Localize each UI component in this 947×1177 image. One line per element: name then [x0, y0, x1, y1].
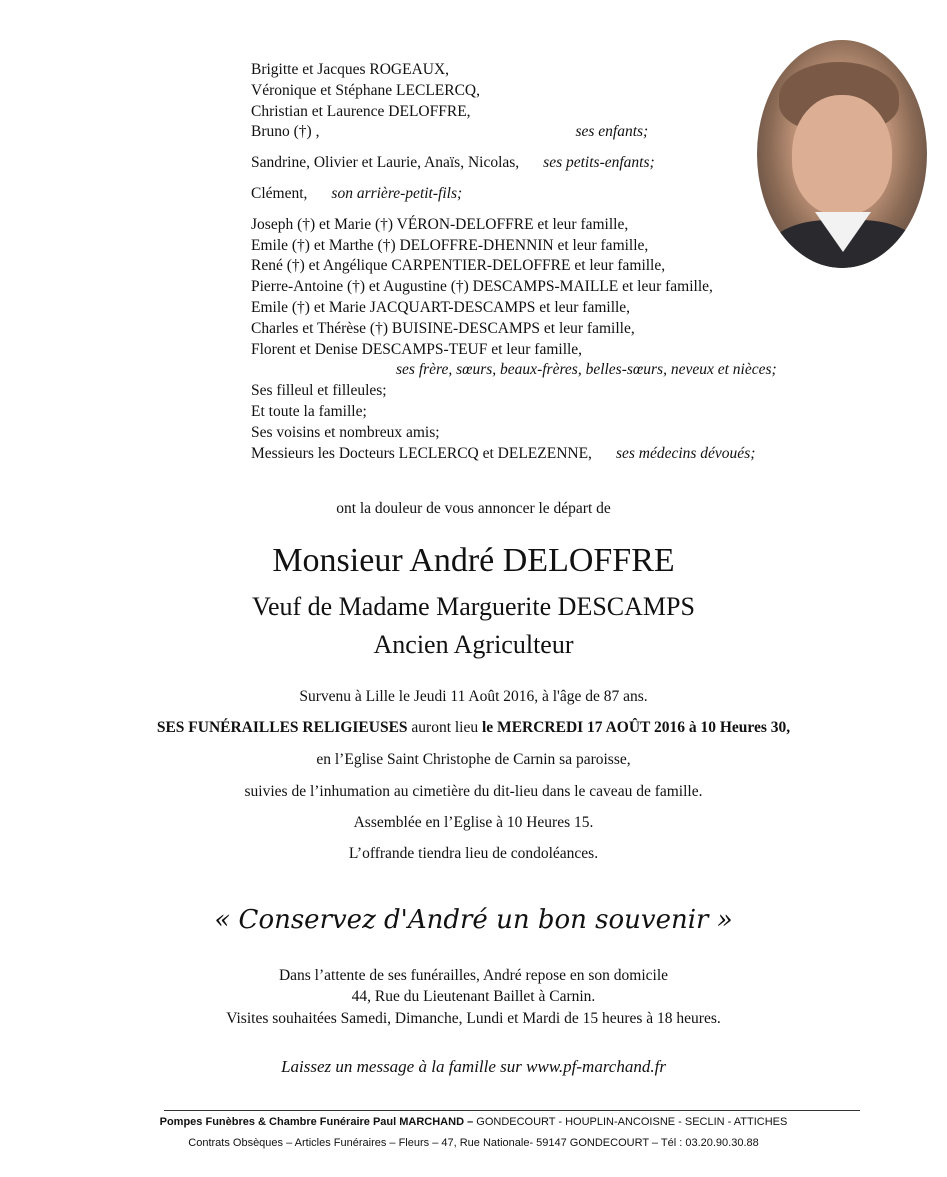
footer-company-line	[0, 1116, 947, 1128]
family-member-text: Joseph (†) et Marie (†) VÉRON-DELOFFRE et leur famille,	[251, 215, 629, 233]
family-line	[251, 298, 871, 319]
rest-line-2: 44, Rue du Lieutenant Baillet à Carnin.	[351, 988, 596, 1005]
funeral-normal: auront lieu	[407, 719, 482, 736]
portrait-photo	[757, 40, 927, 268]
rest-line-3: Visites souhaitées Samedi, Dimanche, Lundi et Mardi de 15 heures à 18 heures.	[226, 1010, 721, 1027]
family-member-text: Et toute la famille;	[251, 402, 367, 420]
burial-line: suivies de l’inhumation au cimetière du dit-lieu dans le caveau de famille.	[244, 783, 703, 800]
family-line	[251, 277, 871, 298]
deceased-name: Monsieur André DELOFFRE	[272, 542, 675, 579]
offering-line: L’offrande tiendra lieu de condoléances.	[348, 845, 599, 862]
message-link[interactable]: Laissez un message à la famille sur www.pf-marchand.fr	[281, 1057, 666, 1076]
family-line	[251, 423, 871, 444]
family-member-text: Brigitte et Jacques ROGEAUX,	[251, 61, 450, 78]
family-member-text: Bruno (†) ,	[251, 123, 320, 141]
family-line	[251, 340, 871, 361]
family-role: ses petits-enfants;	[543, 154, 655, 172]
assembly-line: Assemblée en l’Eglise à 10 Heures 15.	[353, 814, 594, 831]
death-line: Survenu à Lille le Jeudi 11 Août 2016, à l'âge de 87 ans.	[299, 688, 648, 705]
funeral-bold-1: SES FUNÉRAILLES RELIGIEUSES	[156, 719, 408, 736]
footer-divider	[164, 1110, 860, 1111]
family-line	[251, 381, 871, 402]
widower-line: Veuf de Madame Marguerite DESCAMPS	[252, 592, 695, 621]
family-line	[251, 402, 871, 423]
funeral-line	[0, 719, 947, 737]
family-line	[251, 319, 871, 340]
footer-services: Contrats Obsèques – Articles Funéraires – Fleurs – 47, Rue Nationale- 59147 GONDECOURT – Tél : 03.20.90.30.88	[188, 1137, 759, 1149]
family-role: ses frère, sœurs, beaux-frères, belles-sœurs, neveux et nièces;	[396, 361, 777, 379]
portrait-face	[792, 95, 892, 215]
family-role: son arrière-petit-fils;	[331, 184, 463, 202]
footer-locations: GONDECOURT - HOUPLIN-ANCOISNE - SECLIN - ATTICHES	[473, 1116, 788, 1128]
memorial-quote: « Conservez d'André un bon souvenir »	[214, 905, 733, 935]
rest-line-1: Dans l’attente de ses funérailles, André repose en son domicile	[278, 967, 669, 984]
family-member-text: Véronique et Stéphane LECLERCQ,	[251, 81, 481, 99]
family-line	[251, 444, 871, 465]
family-member-text: Emile (†) et Marthe (†) DELOFFRE-DHENNIN et leur famille,	[251, 236, 649, 254]
family-role: ses enfants;	[575, 123, 649, 141]
footer-company: Pompes Funèbres & Chambre Funéraire Paul MARCHAND –	[159, 1116, 474, 1128]
church-line: en l’Eglise Saint Christophe de Carnin sa paroisse,	[316, 751, 631, 768]
family-member-text: Ses filleul et filleules;	[251, 382, 387, 400]
family-line	[251, 360, 871, 381]
family-member-text: Clément,	[251, 184, 308, 202]
family-member-text: Christian et Laurence DELOFFRE,	[251, 102, 471, 120]
family-member-text: Emile (†) et Marie JACQUART-DESCAMPS et leur famille,	[251, 298, 631, 316]
family-member-text: Ses voisins et nombreux amis;	[251, 423, 440, 441]
family-role: ses médecins dévoués;	[615, 444, 756, 462]
family-member-text: Charles et Thérèse (†) BUISINE-DESCAMPS et leur famille,	[251, 319, 635, 337]
funeral-bold-2: le MERCREDI 17 AOÛT 2016 à 10 Heures 30,	[482, 719, 791, 736]
occupation-line: Ancien Agriculteur	[373, 630, 574, 659]
family-member-text: Messieurs les Docteurs LECLERCQ et DELEZENNE,	[251, 444, 592, 462]
announcement: ont la douleur de vous annoncer le départ de	[336, 500, 611, 517]
family-member-text: Pierre-Antoine (†) et Augustine (†) DESCAMPS-MAILLE et leur famille,	[251, 278, 713, 296]
family-member-text: Sandrine, Olivier et Laurie, Anaïs, Nicolas,	[251, 154, 520, 172]
family-member-text: Florent et Denise DESCAMPS-TEUF et leur famille,	[251, 340, 583, 358]
family-member-text: René (†) et Angélique CARPENTIER-DELOFFRE et leur famille,	[251, 257, 666, 275]
